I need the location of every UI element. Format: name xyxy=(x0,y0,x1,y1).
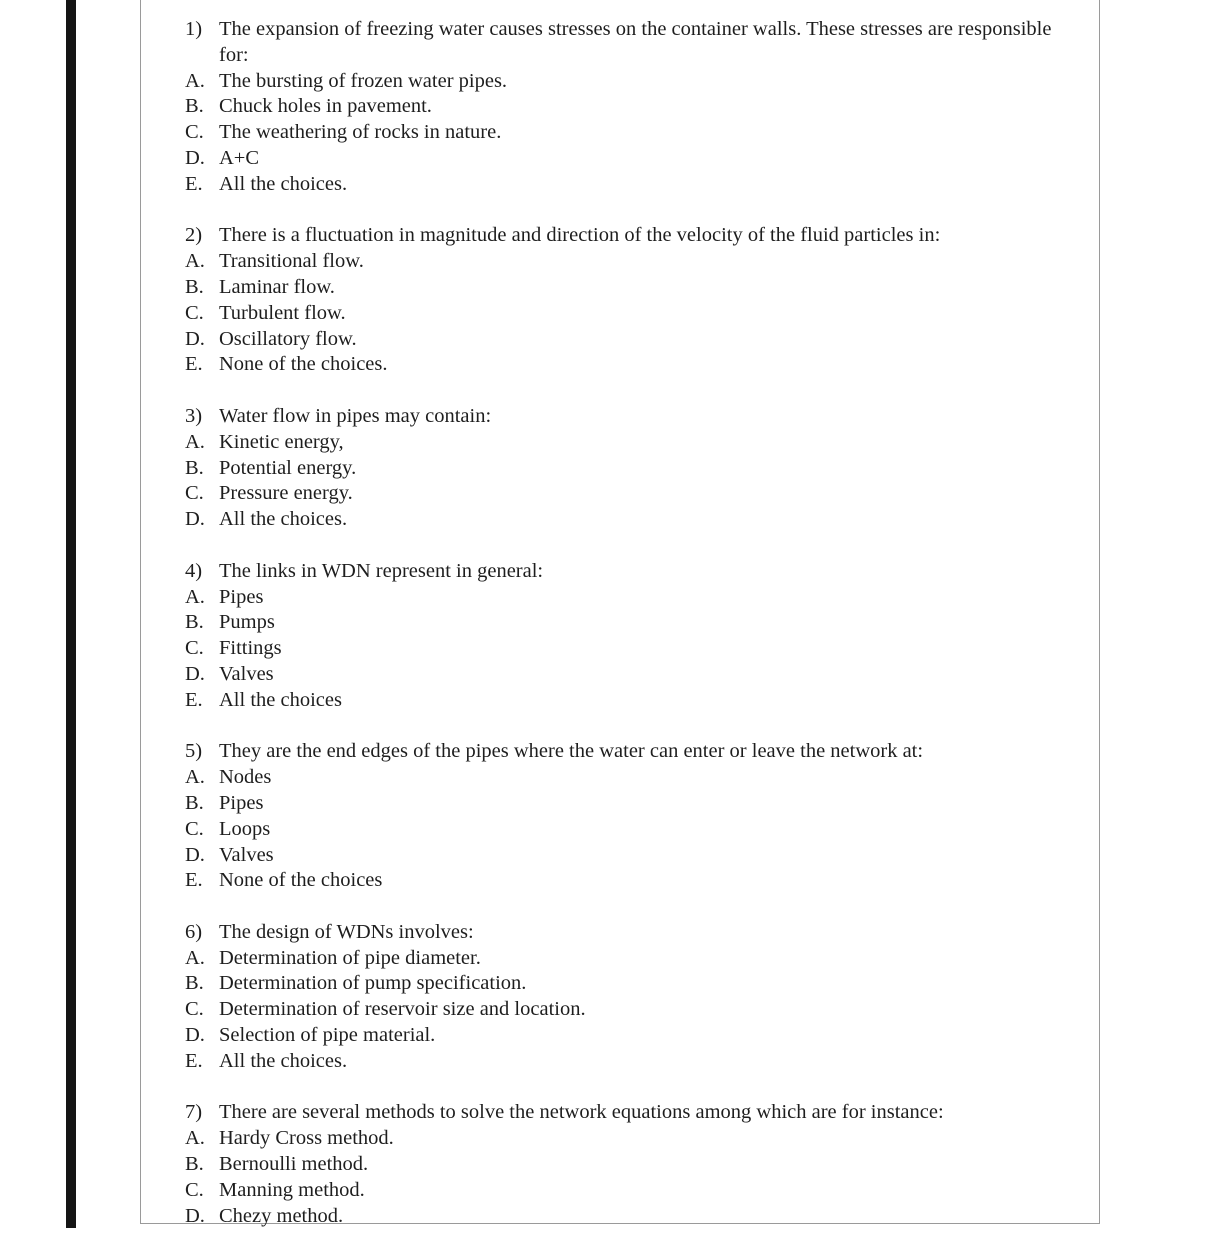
option-text: Determination of reservoir size and location. xyxy=(219,998,586,1021)
option-e xyxy=(185,172,1085,198)
option-letter: B. xyxy=(185,275,204,298)
question-text: There are several methods to solve the network equations among which are for instance: xyxy=(219,1101,944,1124)
question-5 xyxy=(185,739,1085,894)
option-letter: E. xyxy=(185,688,203,711)
option-text: Potential energy. xyxy=(219,456,357,479)
option-letter: C. xyxy=(185,121,204,144)
option-letter: A. xyxy=(185,430,205,453)
option-c xyxy=(185,997,1085,1023)
option-c xyxy=(185,636,1085,662)
option-letter: E. xyxy=(185,1049,203,1072)
option-b xyxy=(185,1152,1085,1178)
option-text: Chuck holes in pavement. xyxy=(219,95,432,118)
option-letter: A. xyxy=(185,766,205,789)
question-number: 3) xyxy=(185,404,203,427)
option-text: Selection of pipe material. xyxy=(219,1024,436,1047)
option-letter: E. xyxy=(185,172,203,195)
option-d xyxy=(185,1204,1085,1230)
option-text: Kinetic energy, xyxy=(219,430,344,453)
option-text: Pipes xyxy=(219,585,264,608)
option-letter: A. xyxy=(185,1127,205,1150)
question-text: There is a fluctuation in magnitude and direction of the velocity of the fluid particles in: xyxy=(219,224,941,247)
option-d xyxy=(185,146,1085,172)
option-text: Oscillatory flow. xyxy=(219,327,357,350)
option-letter: D. xyxy=(185,508,205,531)
question-1 xyxy=(185,17,1085,198)
option-text: All the choices xyxy=(219,688,342,711)
option-text: Fittings xyxy=(219,637,282,660)
option-text: Laminar flow. xyxy=(219,275,335,298)
left-dark-edge xyxy=(66,0,76,1228)
question-number: 1) xyxy=(185,18,203,40)
option-letter: B. xyxy=(185,95,204,118)
option-text: Valves xyxy=(219,843,274,866)
question-number: 4) xyxy=(185,559,203,582)
question-stem xyxy=(185,1100,1085,1126)
question-text: The expansion of freezing water causes stresses on the container walls. These stresses are responsible for: xyxy=(219,18,1052,66)
option-text: Pipes xyxy=(219,791,264,814)
question-stem xyxy=(185,739,1085,765)
option-letter: D. xyxy=(185,662,205,685)
question-2 xyxy=(185,223,1085,378)
option-letter: B. xyxy=(185,1153,204,1176)
option-b xyxy=(185,791,1085,817)
option-a xyxy=(185,946,1085,972)
option-letter: C. xyxy=(185,301,204,324)
question-text: The links in WDN represent in general: xyxy=(219,559,544,582)
option-letter: E. xyxy=(185,869,203,892)
option-letter: D. xyxy=(185,146,205,169)
option-b xyxy=(185,94,1085,120)
question-list xyxy=(185,17,1085,1255)
option-text: Valves xyxy=(219,662,274,685)
option-c xyxy=(185,1178,1085,1204)
option-e xyxy=(185,868,1085,894)
question-text: They are the end edges of the pipes where the water can enter or leave the network at: xyxy=(219,740,924,763)
option-a xyxy=(185,585,1085,611)
option-text: A+C xyxy=(219,146,260,169)
question-number: 7) xyxy=(185,1101,203,1124)
option-d xyxy=(185,327,1085,353)
question-text: Water flow in pipes may contain: xyxy=(219,404,492,427)
option-letter: C. xyxy=(185,998,204,1021)
option-d xyxy=(185,662,1085,688)
option-text: Loops xyxy=(219,817,271,840)
option-letter: A. xyxy=(185,69,205,92)
option-text: None of the choices. xyxy=(219,353,388,376)
option-text: Pumps xyxy=(219,611,275,634)
option-text: Turbulent flow. xyxy=(219,301,346,324)
left-margin xyxy=(0,0,66,1228)
option-a xyxy=(185,430,1085,456)
option-text: Hardy Cross method. xyxy=(219,1127,394,1150)
option-c xyxy=(185,301,1085,327)
question-3 xyxy=(185,404,1085,533)
option-d xyxy=(185,507,1085,533)
option-b xyxy=(185,971,1085,997)
option-a xyxy=(185,249,1085,275)
option-a xyxy=(185,1126,1085,1152)
option-text: Manning method. xyxy=(219,1178,365,1201)
option-d xyxy=(185,1023,1085,1049)
question-6 xyxy=(185,920,1085,1075)
option-text: The bursting of frozen water pipes. xyxy=(219,69,508,92)
question-number: 5) xyxy=(185,740,203,763)
option-e xyxy=(185,352,1085,378)
option-letter: C. xyxy=(185,1178,204,1201)
option-letter: C. xyxy=(185,482,204,505)
option-letter: A. xyxy=(185,946,205,969)
option-text: Transitional flow. xyxy=(219,250,364,273)
option-text: The weathering of rocks in nature. xyxy=(219,121,502,144)
option-letter: B. xyxy=(185,456,204,479)
option-text: Determination of pump specification. xyxy=(219,972,527,995)
question-7 xyxy=(185,1100,1085,1229)
option-text: Determination of pipe diameter. xyxy=(219,946,481,969)
option-letter: E. xyxy=(185,353,203,376)
option-letter: C. xyxy=(185,637,204,660)
option-letter: D. xyxy=(185,327,205,350)
question-4 xyxy=(185,559,1085,714)
option-letter: A. xyxy=(185,250,205,273)
question-stem xyxy=(185,559,1085,585)
option-letter: D. xyxy=(185,843,205,866)
option-text: All the choices. xyxy=(219,172,348,195)
option-letter: D. xyxy=(185,1204,205,1227)
option-letter: D. xyxy=(185,1024,205,1047)
option-b xyxy=(185,275,1085,301)
question-number: 6) xyxy=(185,920,203,943)
option-letter: B. xyxy=(185,791,204,814)
option-letter: B. xyxy=(185,972,204,995)
option-letter: C. xyxy=(185,817,204,840)
option-c xyxy=(185,817,1085,843)
question-stem xyxy=(185,920,1085,946)
question-stem xyxy=(185,404,1085,430)
option-text: Nodes xyxy=(219,766,272,789)
option-text: Pressure energy. xyxy=(219,482,353,505)
question-stem xyxy=(185,17,1085,69)
option-a xyxy=(185,765,1085,791)
option-d xyxy=(185,843,1085,869)
question-text: The design of WDNs involves: xyxy=(219,920,474,943)
option-text: All the choices. xyxy=(219,508,348,531)
option-e xyxy=(185,688,1085,714)
option-b xyxy=(185,610,1085,636)
question-number: 2) xyxy=(185,224,203,247)
option-text: Bernoulli method. xyxy=(219,1153,369,1176)
option-e xyxy=(185,1049,1085,1075)
option-text: None of the choices xyxy=(219,869,383,892)
option-c xyxy=(185,481,1085,507)
question-stem xyxy=(185,223,1085,249)
option-a xyxy=(185,69,1085,95)
option-c xyxy=(185,120,1085,146)
option-letter: B. xyxy=(185,611,204,634)
option-letter: A. xyxy=(185,585,205,608)
option-text: All the choices. xyxy=(219,1049,348,1072)
option-b xyxy=(185,456,1085,482)
option-text: Chezy method. xyxy=(219,1204,344,1227)
